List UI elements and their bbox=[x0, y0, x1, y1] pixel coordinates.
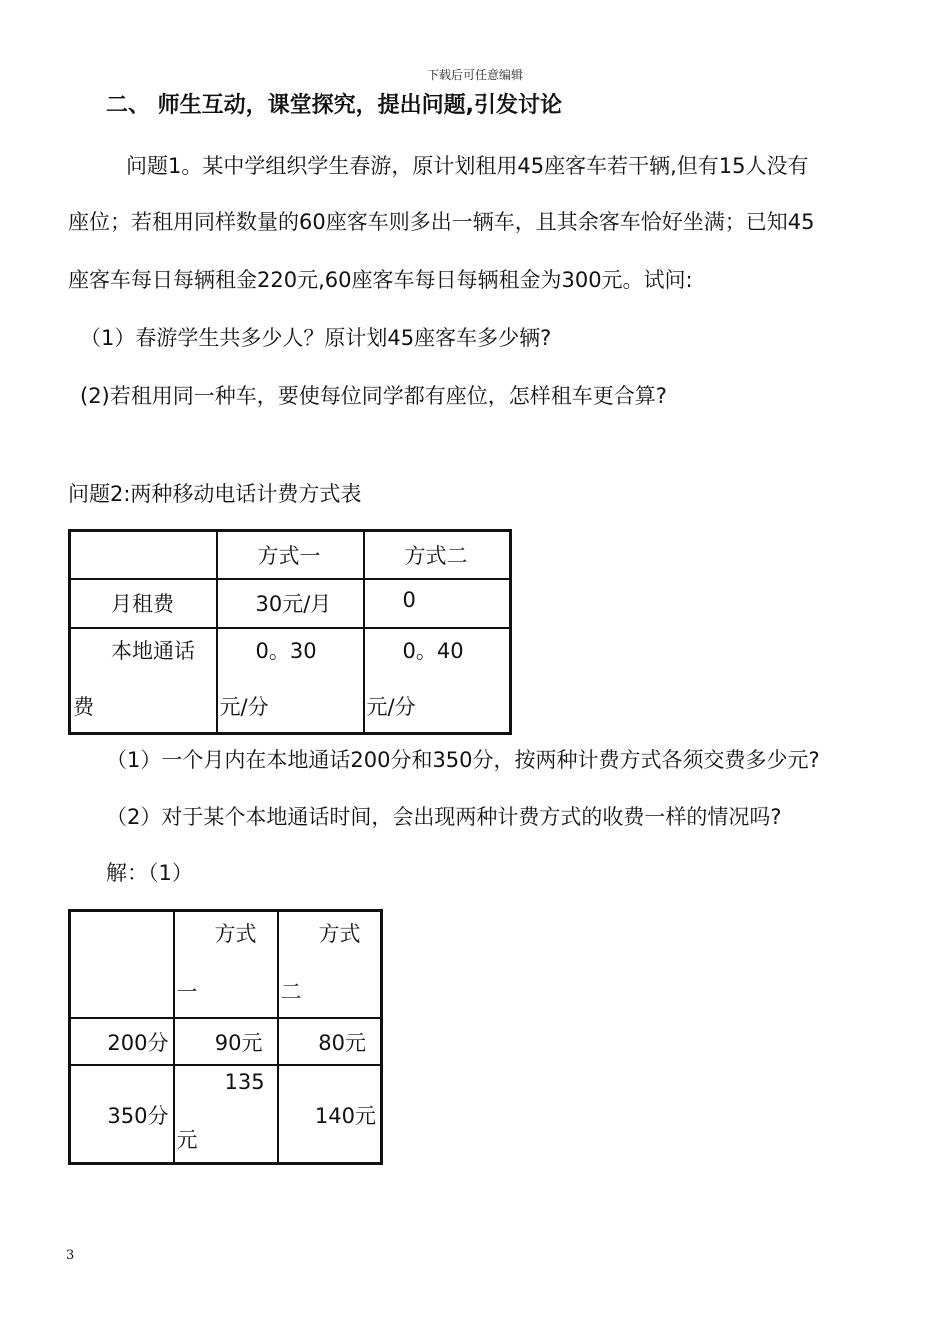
billing-row-local-plan2: 0。40 元/分 bbox=[364, 628, 511, 734]
billing-header-plan2: 方式二 bbox=[364, 531, 511, 579]
problem1-line1: 问题1。某中学组织学生春游，原计划租用45座客车若干辆,但有15人没有 bbox=[126, 154, 809, 178]
problem1-question1: （1）春游学生共多少人？原计划45座客车多少辆? bbox=[80, 326, 552, 350]
page-header: 下载后可任意编辑 bbox=[426, 68, 523, 82]
solution-row350-plan2: 140元 bbox=[278, 1065, 382, 1164]
solution-row200-plan1: 90元 bbox=[174, 1018, 278, 1065]
billing-row-monthly-plan2: 0 bbox=[364, 579, 511, 628]
solution-row200-label: 200分 bbox=[70, 1018, 174, 1065]
problem1-question2: (2)若租用同一种车，要使每位同学都有座位，怎样租车更合算? bbox=[80, 384, 667, 408]
problem1-line2: 座位；若租用同样数量的60座客车则多出一辆车，且其余客车恰好坐满；已知45 bbox=[68, 210, 815, 234]
solution-row350-label: 350分 bbox=[70, 1065, 174, 1164]
solution-row200-plan2: 80元 bbox=[278, 1018, 382, 1065]
solution-table bbox=[68, 909, 383, 1165]
solution-header-plan1: 方式 一 bbox=[174, 911, 278, 1018]
billing-header-plan1: 方式一 bbox=[217, 531, 364, 579]
section-heading: 二、 师生互动，课堂探究，提出问题,引发讨论 bbox=[106, 93, 563, 118]
problem2-question1: （1）一个月内在本地通话200分和350分，按两种计费方式各须交费多少元? bbox=[106, 748, 820, 772]
solution-label: 解：（1） bbox=[106, 861, 193, 885]
problem2-question2: （2）对于某个本地通话时间，会出现两种计费方式的收费一样的情况吗? bbox=[106, 805, 782, 829]
problem1-line3: 座客车每日每辆租金220元,60座客车每日每辆租金为300元。试问: bbox=[68, 268, 693, 292]
page-number: 3 bbox=[66, 1248, 75, 1263]
billing-header-empty bbox=[70, 531, 217, 579]
solution-header-plan2: 方式 二 bbox=[278, 911, 382, 1018]
billing-row-local-plan1: 0。30 元/分 bbox=[217, 628, 364, 734]
problem2-title: 问题2:两种移动电话计费方式表 bbox=[68, 482, 362, 506]
billing-row-monthly-plan1: 30元/月 bbox=[217, 579, 364, 628]
solution-row350-plan1: 135 元 bbox=[174, 1065, 278, 1164]
solution-header-empty bbox=[70, 911, 174, 1018]
billing-row-local-label: 本地通话 费 bbox=[70, 628, 217, 734]
billing-table bbox=[68, 529, 512, 735]
billing-row-monthly-label: 月租费 bbox=[70, 579, 217, 628]
